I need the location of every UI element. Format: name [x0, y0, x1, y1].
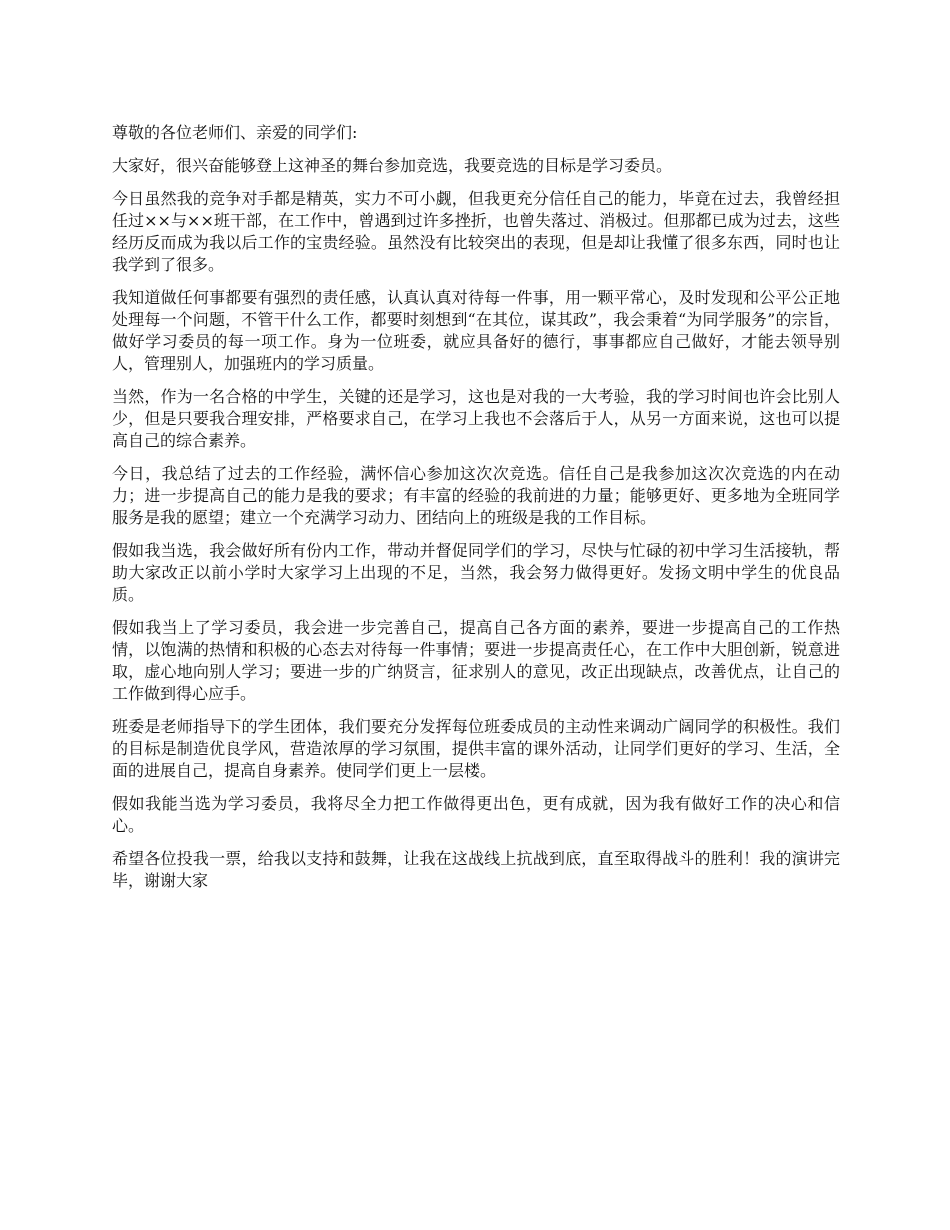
paragraph: 希望各位投我一票，给我以支持和鼓舞，让我在这战线上抗战到底，直至取得战斗的胜利！我的演讲完毕，谢谢大家	[112, 849, 840, 890]
paragraph: 假如我当上了学习委员，我会进一步完善自己，提高自己各方面的素养，要进一步提高自己的工作热情，以饱满的热情和积极的心态去对待每一件事情；要进一步提高责任心，在工作中大胆创新，锐意进取，虚心地向别人学习；要进一步的广纳贤言，征求别人的意见，改正出现缺点，改善优点，让自己的工作做到得心应手。	[112, 618, 840, 703]
paragraph: 今日，我总结了过去的工作经验，满怀信心参加这次次竞选。信任自己是我参加这次次竞选的内在动力；进一步提高自己的能力是我的要求；有丰富的经验的我前进的力量；能够更好、更多地为全班同学服务是我的愿望；建立一个充满学习动力、团结向上的班级是我的工作目标。	[112, 464, 840, 527]
paragraph: 假如我当选，我会做好所有份内工作，带动并督促同学们的学习，尽快与忙碌的初中学习生活接轨，帮助大家改正以前小学时大家学习上出现的不足，当然，我会努力做得更好。发扬文明中学生的优良品质。	[112, 541, 840, 604]
paragraph: 我知道做任何事都要有强烈的责任感，认真认真对待每一件事，用一颗平常心，及时发现和公平公正地处理每一个问题，不管干什么工作，都要时刻想到“在其位，谋其政”，我会秉着“为同学服务”的宗旨，做好学习委员的每一项工作。身为一位班委，就应具备好的德行，事事都应自己做好，才能去领导别人，管理别人，加强班内的学习质量。	[112, 288, 840, 373]
paragraph: 假如我能当选为学习委员，我将尽全力把工作做得更出色，更有成就，因为我有做好工作的决心和信心。	[112, 794, 840, 835]
document-body	[112, 122, 840, 903]
paragraph: 今日虽然我的竞争对手都是精英，实力不可小觑，但我更充分信任自己的能力，毕竟在过去，我曾经担任过××与××班干部，在工作中，曾遇到过许多挫折，也曾失落过、消极过。但那都已成为过去，这些经历反而成为我以后工作的宝贵经验。虽然没有比较突出的表现，但是却让我懂了很多东西，同时也让我学到了很多。	[112, 189, 840, 274]
paragraph: 当然，作为一名合格的中学生，关键的还是学习，这也是对我的一大考验，我的学习时间也许会比别人少，但是只要我合理安排，严格要求自己，在学习上我也不会落后于人，从另一方面来说，这也可以提高自己的综合素养。	[112, 387, 840, 450]
paragraph: 大家好，很兴奋能够登上这神圣的舞台参加竞选，我要竞选的目标是学习委员。	[112, 156, 673, 175]
greeting: 尊敬的各位老师们、亲爱的同学们:	[112, 123, 358, 142]
paragraph: 班委是老师指导下的学生团体，我们要充分发挥每位班委成员的主动性来调动广阔同学的积极性。我们的目标是制造优良学风，营造浓厚的学习氛围，提供丰富的课外活动，让同学们更好的学习、生活，全面的进展自己，提高自身素养。使同学们更上一层楼。	[112, 717, 840, 780]
